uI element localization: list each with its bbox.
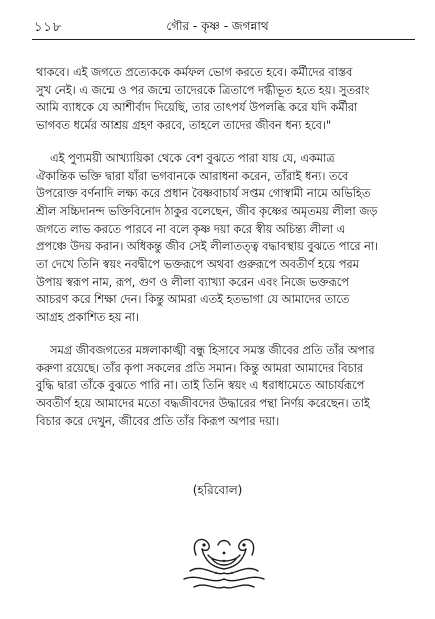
text-line: বিচার করে দেখুন, জীবের প্রতি তাঁর কিরূপ অপার দয়া। [36,414,280,428]
running-title: গৌর - কৃষ্ণ - জগন্নাথ [166,19,269,33]
text-line: থাকবে। এই জগতে প্রত্যেককে কর্মফল ভোগ করতে হবে। কর্মীদের বাস্তব [36,66,353,79]
paragraph [36,150,416,327]
text-line: অবতীর্ণ হয়ে আমাদের মতো বদ্ধজীবদের উদ্ধারের পন্থা নির্ণয় করেছেন। তাই [36,396,370,410]
text-line: প্রপঞ্চে উদয় করান। অধিকন্তু জীব সেই লীলাতত্ত্ব বদ্ধাবস্থায় বুঝতে পারে না। [36,240,379,254]
text-line: উপরোক্ত বর্ণনাদি লক্ষ্য করে প্রধান বৈষ্ণবাচার্য সপ্তম গোস্বামী নামে অভিহিত [36,187,371,201]
text-line: উপায় স্বরূপ নাম, রূপ, গুণ ও লীলা ব্যাখ্যা করেন এবং নিজে ভক্তরূপে [36,275,349,289]
page-number: ১১৮ [34,20,63,35]
peacock-ornament-icon [172,533,276,595]
body-text [36,64,416,445]
text-line: এই পুণ্যময়ী আখ্যায়িকা থেকে বেশ বুঝতে পারা যায় যে, একমাত্র [50,151,335,165]
text-line: জগতে লাভ করতে পারবে না বলে কৃষ্ণ দয়া করে স্বীয় অচিন্ত্য লীলা এ [36,222,346,236]
text-line: ভাগবত ধর্মের আশ্রয় গ্রহণ করবে, তাহলে তাদের জীবন ধন্য হবে।" [36,119,332,133]
text-line: আচরণ করে শিক্ষা দেন। কিন্তু আমরা এতই হতভাগা যে আমাদের তাতে [36,293,350,307]
text-line: সুখ নেই। এ জন্মে ও পর জন্মে তাদেরকে ত্রিতাপে দগ্ধীভূত হতে হয়। সুতরাং [36,83,370,97]
header-rule [32,39,415,40]
text-line: তা দেখে তিনি স্বয়ং নবদ্বীপে ভক্তরূপে অথবা গুরুরূপে অবতীর্ণ হয়ে পরম [36,258,359,272]
paragraph [36,64,416,135]
text-line: শ্রীল সচ্চিদানন্দ ভক্তিবিনোদ ঠাকুর বলেছেন, জীব কৃষ্ণের অমৃতময় লীলা জড় [36,204,378,218]
closing-chant: (হরিবোল) [192,483,243,497]
text-line: আমি ব্যাধকে যে আশীর্বাদ দিয়েছি, তার তাৎপর্য উপলব্ধি করে যদি কর্মীরা [36,101,358,115]
text-line: করুণা রয়েছে। তাঁর কৃপা সকলের প্রতি সমান। কিন্তু আমরা আমাদের বিচার [36,361,364,375]
text-line: ঐকান্তিক ভক্তি দ্বারা যাঁরা ভগবানকে আরাধনা করেন, তাঁরাই ধন্য। তবে [36,169,349,183]
paragraph [36,342,416,431]
text-line: সমগ্র জীবজগতের মঙ্গলাকাঙ্খী বন্ধু হিসাবে সমস্ত জীবের প্রতি তাঁর অপার [50,343,375,357]
text-line: বুদ্ধি দ্বারা তাঁকে বুঝতে পারি না। তাই তিনি স্বয়ং এ ধরাধামেতে আচার্যরূপে [36,379,365,393]
text-line: আগ্রহ প্রকাশিত হয় না। [36,311,139,325]
